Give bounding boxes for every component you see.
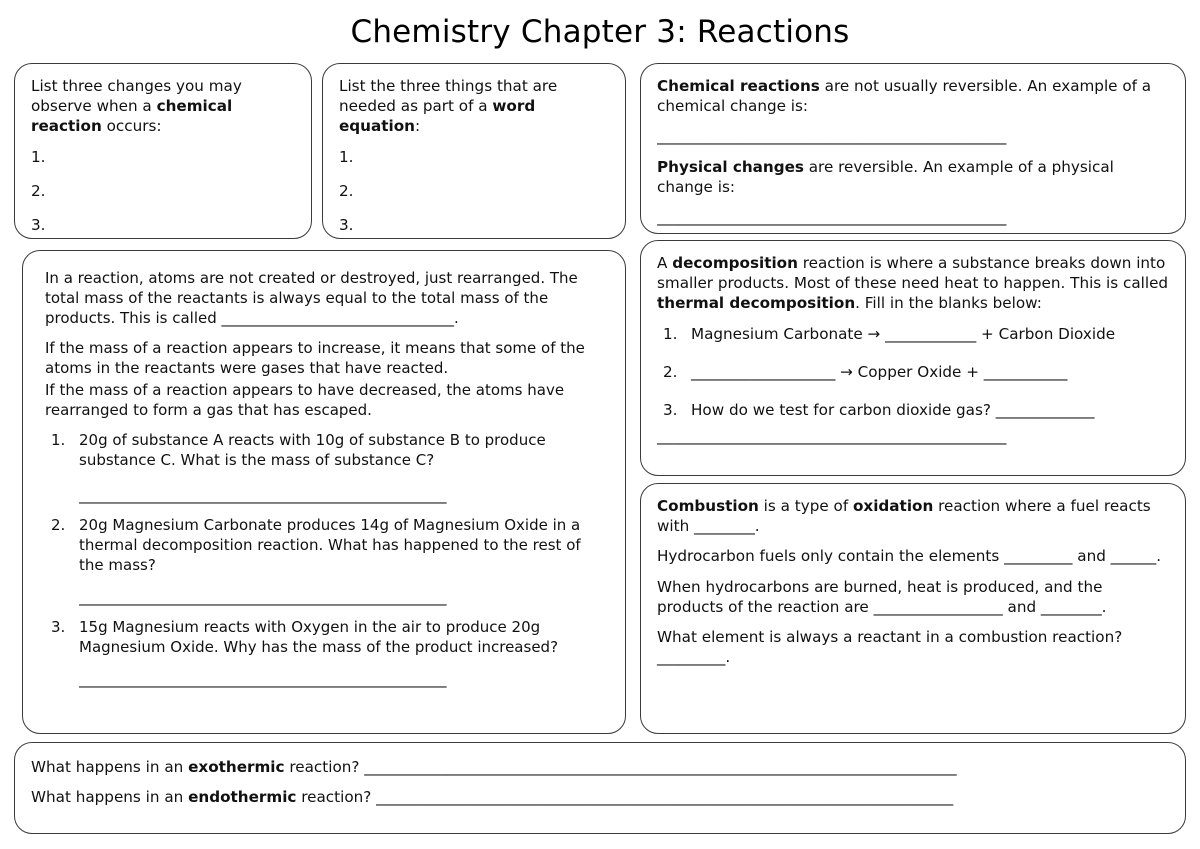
combustion-intro [657,496,1169,536]
endothermic-bold: endothermic [188,788,297,807]
physical-change-text: are reversible. An example of a physical change is: [657,157,1114,196]
question-2-answer-line[interactable]: _________________________________________________ [79,588,447,607]
physical-changes-bold: Physical changes [657,157,804,176]
conservation-intro-text: In a reaction, atoms are not created or destroyed, just rearranged. The total mass of the reactants is always equal to the total mass of the products. This is called [45,269,578,327]
chemical-change-prompt [657,76,1169,116]
box-chemical-physical-changes [640,63,1186,234]
decomposition-intro [657,253,1169,314]
chemical-reactions-bold: Chemical reactions [657,77,820,95]
endothermic-text-1: What happens in an [31,788,189,807]
word-prompt [339,76,609,137]
oxidation-bold: oxidation [853,497,934,515]
thermal-decomposition-bold: thermal decomposition [657,294,856,313]
question-3-answer-line[interactable]: _________________________________________________ [79,670,447,688]
conservation-intro-blank[interactable]: _______________________________. [221,308,459,327]
word-prompt-bold: word equation [339,97,536,136]
list-item[interactable]: 1. [339,147,354,166]
endothermic-question [31,787,1169,807]
word-prompt-part2: : [414,117,421,136]
observe-prompt-bold: chemical reaction [31,97,233,136]
list-item[interactable]: Magnesium Carbonate → ____________ + Carbon Dioxide [691,324,1116,343]
list-item[interactable]: 2. [31,181,46,200]
decomposition-question-list [657,324,1169,421]
list-item[interactable]: How do we test for carbon dioxide gas? _____________ [691,401,1095,420]
combustion-text-1: is a type of [758,497,853,515]
observe-prompt [31,76,295,137]
list-item [45,431,603,507]
list-item[interactable]: 2. [339,181,354,200]
physical-change-prompt [657,157,1169,197]
conservation-mass-decrease: If the mass of a reaction appears to have decreased, the atoms have rearranged to form a gas that has escaped. [45,380,565,419]
combustion-text-2[interactable]: reaction where a fuel reacts with ________. [657,497,1151,536]
list-item [45,516,603,608]
endothermic-answer-line[interactable]: reaction? ____________________________________________________________________________ [296,788,954,807]
box-observable-changes [14,63,312,239]
exothermic-text-1: What happens in an [31,758,189,776]
observe-answer-list [31,147,295,236]
word-answer-list [339,147,609,236]
combustion-bold: Combustion [657,497,759,515]
conservation-mass-increase: If the mass of a reaction appears to increase, it means that some of the atoms in the reactants were gases that have reacted. [45,338,585,377]
list-item[interactable]: 3. [339,216,354,235]
observe-prompt-part2: occurs: [101,117,162,136]
exothermic-question [31,757,1169,777]
conservation-question-list [45,431,603,690]
chemical-change-text: are not usually reversible. An example of a chemical change is: [657,77,1152,116]
question-1-text: 20g of substance A reacts with 10g of substance B to produce substance C. What is the mass of substance C? [79,430,546,469]
decomposition-text-3: . Fill in the blanks below: [855,294,1042,313]
box-energy-changes [14,742,1186,834]
decomposition-q3-answer-line[interactable]: ______________________________________________ [657,427,1007,446]
chemical-change-answer-line[interactable]: ______________________________________________ [657,127,1007,146]
exothermic-answer-line[interactable]: reaction? ______________________________________________________________________________ [284,758,957,776]
decomposition-text-2: reaction is where a substance breaks down into smaller products. Most of these need heat to happen. This is called [657,254,1169,293]
combustion-hydrocarbon-elements[interactable]: Hydrocarbon fuels only contain the elements _________ and ______. [657,547,1162,566]
box-decomposition [640,240,1186,476]
word-prompt-part1: List the three things that are needed as part of a [339,77,558,116]
question-1-answer-line[interactable]: _________________________________________________ [79,486,447,505]
list-item [45,618,603,690]
observe-prompt-part1: List three changes you may observe when a [31,77,242,116]
exothermic-bold: exothermic [188,758,285,776]
list-item[interactable]: ___________________ → Copper Oxide + ___________ [691,362,1068,381]
box-word-equation [322,63,626,239]
physical-change-answer-line[interactable]: ______________________________________________ [657,208,1007,227]
decomposition-text-1: A [657,254,673,272]
decomposition-bold: decomposition [672,254,798,272]
page-title: Chemistry Chapter 3: Reactions [350,14,850,50]
box-combustion [640,483,1186,734]
list-item[interactable]: 1. [31,147,46,166]
list-item[interactable]: 3. [31,216,46,235]
conservation-intro [45,269,603,329]
combustion-reactant-question[interactable]: What element is always a reactant in a combustion reaction? _________. [657,628,1123,667]
box-conservation-of-mass [22,250,626,734]
question-2-text: 20g Magnesium Carbonate produces 14g of Magnesium Oxide in a thermal decomposition reaction. What has happened to the rest of the mass? [79,516,581,575]
combustion-products[interactable]: When hydrocarbons are burned, heat is produced, and the products of the reaction are _________________ and ________. [657,577,1107,616]
question-3-text: 15g Magnesium reacts with Oxygen in the air to produce 20g Magnesium Oxide. Why has the mass of the product increased? [79,618,559,657]
